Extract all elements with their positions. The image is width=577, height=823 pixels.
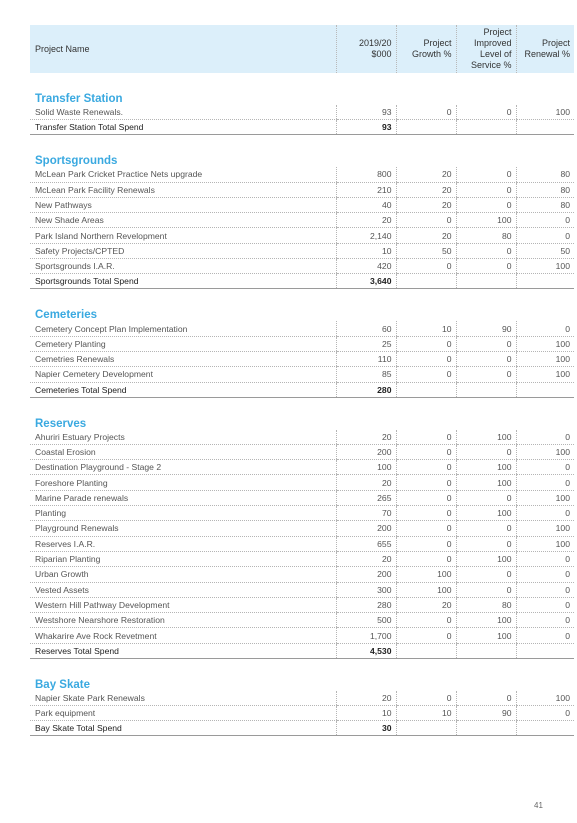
header-growth-line1: Project — [423, 38, 452, 48]
renewal-cell: 100 — [516, 521, 574, 536]
growth-cell: 0 — [396, 691, 456, 706]
project-name-cell: Urban Growth — [30, 567, 336, 582]
growth-cell: 0 — [396, 105, 456, 120]
level-of-service-cell: 0 — [456, 197, 516, 212]
table-row — [30, 613, 574, 628]
total-value: 4,530 — [336, 643, 396, 658]
renewal-cell: 0 — [516, 613, 574, 628]
level-of-service-cell: 100 — [456, 506, 516, 521]
level-of-service-cell: 90 — [456, 706, 516, 721]
project-name-cell: Western Hill Pathway Development — [30, 597, 336, 612]
project-name-cell: Foreshore Planting — [30, 475, 336, 490]
growth-cell: 0 — [396, 430, 456, 445]
cost-cell: 25 — [336, 336, 396, 351]
growth-cell: 0 — [396, 213, 456, 228]
cost-cell: 800 — [336, 167, 396, 182]
project-name-cell: Westshore Nearshore Restoration — [30, 613, 336, 628]
growth-cell: 0 — [396, 259, 456, 274]
table-row — [30, 336, 574, 351]
document-page — [30, 25, 570, 736]
section-title: Sportsgrounds — [35, 155, 118, 168]
section-spacer — [30, 397, 574, 412]
section-title-row — [30, 412, 574, 430]
cost-cell: 200 — [336, 444, 396, 459]
total-label: Sportsgrounds Total Spend — [30, 274, 336, 289]
table-row — [30, 460, 574, 475]
cost-cell: 40 — [336, 197, 396, 212]
project-name-cell: Riparian Planting — [30, 551, 336, 566]
project-name-cell: New Shade Areas — [30, 213, 336, 228]
level-of-service-cell: 0 — [456, 351, 516, 366]
total-row — [30, 274, 574, 289]
cost-cell: 20 — [336, 475, 396, 490]
project-name-cell: Sportsgrounds I.A.R. — [30, 259, 336, 274]
level-of-service-cell: 100 — [456, 430, 516, 445]
cost-cell: 85 — [336, 367, 396, 382]
header-level-line4: Service % — [470, 60, 512, 70]
growth-cell: 0 — [396, 460, 456, 475]
total-label: Cemeteries Total Spend — [30, 382, 336, 397]
header-project-name: Project Name — [30, 25, 336, 73]
total-value: 280 — [336, 382, 396, 397]
renewal-cell: 100 — [516, 336, 574, 351]
level-of-service-cell: 0 — [456, 567, 516, 582]
total-empty-cell — [456, 643, 516, 658]
renewal-cell: 100 — [516, 536, 574, 551]
project-name-cell: Napier Cemetery Development — [30, 367, 336, 382]
level-of-service-cell: 0 — [456, 105, 516, 120]
renewal-cell: 0 — [516, 597, 574, 612]
table-row — [30, 351, 574, 366]
project-name-cell: New Pathways — [30, 197, 336, 212]
table-row — [30, 197, 574, 212]
cost-cell: 300 — [336, 582, 396, 597]
total-value: 3,640 — [336, 274, 396, 289]
table-row — [30, 551, 574, 566]
renewal-cell: 0 — [516, 506, 574, 521]
renewal-cell: 100 — [516, 490, 574, 505]
table-row — [30, 628, 574, 643]
renewal-cell: 100 — [516, 367, 574, 382]
renewal-cell: 0 — [516, 213, 574, 228]
cost-cell: 70 — [336, 506, 396, 521]
growth-cell: 0 — [396, 536, 456, 551]
cost-cell: 93 — [336, 105, 396, 120]
project-name-cell: Reserves I.A.R. — [30, 536, 336, 551]
section-title-row — [30, 87, 574, 105]
level-of-service-cell: 0 — [456, 259, 516, 274]
capital-projects-table — [30, 25, 574, 736]
growth-cell: 10 — [396, 321, 456, 336]
table-row — [30, 182, 574, 197]
table-row — [30, 444, 574, 459]
project-name-cell: Park Island Northern Revelopment — [30, 228, 336, 243]
total-empty-cell — [396, 643, 456, 658]
growth-cell: 0 — [396, 613, 456, 628]
total-empty-cell — [396, 120, 456, 135]
cost-cell: 110 — [336, 351, 396, 366]
renewal-cell: 0 — [516, 430, 574, 445]
table-row — [30, 521, 574, 536]
growth-cell: 0 — [396, 351, 456, 366]
section-spacer — [30, 289, 574, 304]
level-of-service-cell: 0 — [456, 336, 516, 351]
table-row — [30, 259, 574, 274]
growth-cell: 0 — [396, 521, 456, 536]
growth-cell: 50 — [396, 243, 456, 258]
project-name-cell: Marine Parade renewals — [30, 490, 336, 505]
project-name-cell: Cemetery Planting — [30, 336, 336, 351]
cost-cell: 200 — [336, 521, 396, 536]
table-header — [30, 25, 574, 73]
level-of-service-cell: 80 — [456, 228, 516, 243]
total-row — [30, 120, 574, 135]
section-title-row — [30, 673, 574, 691]
total-label: Reserves Total Spend — [30, 643, 336, 658]
level-of-service-cell: 80 — [456, 597, 516, 612]
table-row — [30, 228, 574, 243]
table-row — [30, 597, 574, 612]
table-row — [30, 321, 574, 336]
growth-cell: 0 — [396, 444, 456, 459]
header-growth-line2: Growth % — [411, 49, 452, 59]
project-name-cell: Playground Renewals — [30, 521, 336, 536]
level-of-service-cell: 100 — [456, 460, 516, 475]
level-of-service-cell: 0 — [456, 582, 516, 597]
cost-cell: 265 — [336, 490, 396, 505]
growth-cell: 20 — [396, 167, 456, 182]
section-title: Cemeteries — [35, 309, 98, 322]
table-row — [30, 367, 574, 382]
table-row — [30, 706, 574, 721]
cost-cell: 20 — [336, 430, 396, 445]
table-row — [30, 506, 574, 521]
cost-cell: 2,140 — [336, 228, 396, 243]
table-row — [30, 582, 574, 597]
renewal-cell: 80 — [516, 182, 574, 197]
table-row — [30, 167, 574, 182]
header-level-line1: Project — [483, 27, 512, 37]
table-row — [30, 105, 574, 120]
header-level-line3: Level of — [479, 49, 512, 59]
cost-cell: 420 — [336, 259, 396, 274]
renewal-cell: 50 — [516, 243, 574, 258]
growth-cell: 0 — [396, 551, 456, 566]
renewal-cell: 0 — [516, 475, 574, 490]
growth-cell: 20 — [396, 197, 456, 212]
table-row — [30, 567, 574, 582]
total-empty-cell — [396, 382, 456, 397]
header-renewal — [516, 25, 574, 73]
growth-cell: 0 — [396, 628, 456, 643]
renewal-cell: 100 — [516, 444, 574, 459]
project-name-cell: Solid Waste Renewals. — [30, 105, 336, 120]
renewal-cell: 0 — [516, 460, 574, 475]
growth-cell: 100 — [396, 582, 456, 597]
level-of-service-cell: 0 — [456, 444, 516, 459]
total-empty-cell — [456, 120, 516, 135]
project-name-cell: Coastal Erosion — [30, 444, 336, 459]
cost-cell: 655 — [336, 536, 396, 551]
level-of-service-cell: 100 — [456, 551, 516, 566]
table-row — [30, 430, 574, 445]
level-of-service-cell: 100 — [456, 213, 516, 228]
total-row — [30, 643, 574, 658]
cost-cell: 10 — [336, 243, 396, 258]
section-title: Reserves — [35, 417, 87, 430]
project-name-cell: Cemetery Concept Plan Implementation — [30, 321, 336, 336]
section-title: Bay Skate — [35, 678, 90, 691]
level-of-service-cell: 0 — [456, 691, 516, 706]
cost-cell: 100 — [336, 460, 396, 475]
section-title-row — [30, 149, 574, 167]
renewal-cell: 0 — [516, 551, 574, 566]
section-title: Transfer Station — [35, 93, 123, 105]
total-label: Bay Skate Total Spend — [30, 721, 336, 736]
section-title-row — [30, 303, 574, 321]
renewal-cell: 80 — [516, 167, 574, 182]
table-body — [30, 73, 574, 736]
cost-cell: 20 — [336, 691, 396, 706]
total-empty-cell — [396, 721, 456, 736]
growth-cell: 10 — [396, 706, 456, 721]
level-of-service-cell: 0 — [456, 182, 516, 197]
project-name-cell: Planting — [30, 506, 336, 521]
level-of-service-cell: 0 — [456, 243, 516, 258]
renewal-cell: 100 — [516, 691, 574, 706]
growth-cell: 100 — [396, 567, 456, 582]
project-name-cell: McLean Park Facility Renewals — [30, 182, 336, 197]
growth-cell: 20 — [396, 228, 456, 243]
renewal-cell: 80 — [516, 197, 574, 212]
growth-cell: 20 — [396, 182, 456, 197]
total-empty-cell — [396, 274, 456, 289]
section-spacer — [30, 73, 574, 87]
header-cost-line1: 2019/20 — [358, 38, 392, 48]
total-empty-cell — [516, 382, 574, 397]
cost-cell: 1,700 — [336, 628, 396, 643]
total-empty-cell — [516, 120, 574, 135]
renewal-cell: 0 — [516, 582, 574, 597]
total-value: 30 — [336, 721, 396, 736]
growth-cell: 20 — [396, 597, 456, 612]
cost-cell: 20 — [336, 213, 396, 228]
header-growth — [396, 25, 456, 73]
cost-cell: 60 — [336, 321, 396, 336]
header-level-line2: Improved — [473, 38, 512, 48]
level-of-service-cell: 0 — [456, 521, 516, 536]
renewal-cell: 0 — [516, 228, 574, 243]
renewal-cell: 100 — [516, 351, 574, 366]
total-empty-cell — [516, 643, 574, 658]
total-empty-cell — [456, 274, 516, 289]
table-row — [30, 536, 574, 551]
project-name-cell: Vested Assets — [30, 582, 336, 597]
level-of-service-cell: 100 — [456, 613, 516, 628]
project-name-cell: Cemetries Renewals — [30, 351, 336, 366]
header-level-of-service — [456, 25, 516, 73]
cost-cell: 20 — [336, 551, 396, 566]
header-renewal-line1: Project — [541, 38, 570, 48]
page-number: 41 — [534, 801, 543, 810]
growth-cell: 0 — [396, 490, 456, 505]
level-of-service-cell: 0 — [456, 490, 516, 505]
total-row — [30, 382, 574, 397]
growth-cell: 0 — [396, 367, 456, 382]
total-row — [30, 721, 574, 736]
total-empty-cell — [456, 382, 516, 397]
level-of-service-cell: 90 — [456, 321, 516, 336]
total-empty-cell — [456, 721, 516, 736]
renewal-cell: 0 — [516, 321, 574, 336]
level-of-service-cell: 0 — [456, 367, 516, 382]
level-of-service-cell: 100 — [456, 628, 516, 643]
level-of-service-cell: 0 — [456, 536, 516, 551]
level-of-service-cell: 0 — [456, 167, 516, 182]
renewal-cell: 100 — [516, 105, 574, 120]
renewal-cell: 0 — [516, 628, 574, 643]
cost-cell: 280 — [336, 597, 396, 612]
project-name-cell: Park equipment — [30, 706, 336, 721]
total-empty-cell — [516, 274, 574, 289]
project-name-cell: Whakarire Ave Rock Revetment — [30, 628, 336, 643]
table-row — [30, 475, 574, 490]
table-row — [30, 213, 574, 228]
cost-cell: 10 — [336, 706, 396, 721]
renewal-cell: 0 — [516, 567, 574, 582]
renewal-cell: 0 — [516, 706, 574, 721]
section-spacer — [30, 135, 574, 150]
total-label: Transfer Station Total Spend — [30, 120, 336, 135]
renewal-cell: 100 — [516, 259, 574, 274]
header-cost-line2: $000 — [371, 49, 392, 59]
table-row — [30, 243, 574, 258]
level-of-service-cell: 100 — [456, 475, 516, 490]
project-name-cell: Ahuriri Estuary Projects — [30, 430, 336, 445]
cost-cell: 500 — [336, 613, 396, 628]
header-renewal-line2: Renewal % — [524, 49, 570, 59]
total-empty-cell — [516, 721, 574, 736]
cost-cell: 200 — [336, 567, 396, 582]
project-name-cell: Napier Skate Park Renewals — [30, 691, 336, 706]
project-name-cell: McLean Park Cricket Practice Nets upgrade — [30, 167, 336, 182]
header-cost — [336, 25, 396, 73]
project-name-cell: Safety Projects/CPTED — [30, 243, 336, 258]
total-value: 93 — [336, 120, 396, 135]
cost-cell: 210 — [336, 182, 396, 197]
project-name-cell: Destination Playground - Stage 2 — [30, 460, 336, 475]
growth-cell: 0 — [396, 475, 456, 490]
table-row — [30, 490, 574, 505]
growth-cell: 0 — [396, 336, 456, 351]
table-row — [30, 691, 574, 706]
section-spacer — [30, 658, 574, 673]
growth-cell: 0 — [396, 506, 456, 521]
